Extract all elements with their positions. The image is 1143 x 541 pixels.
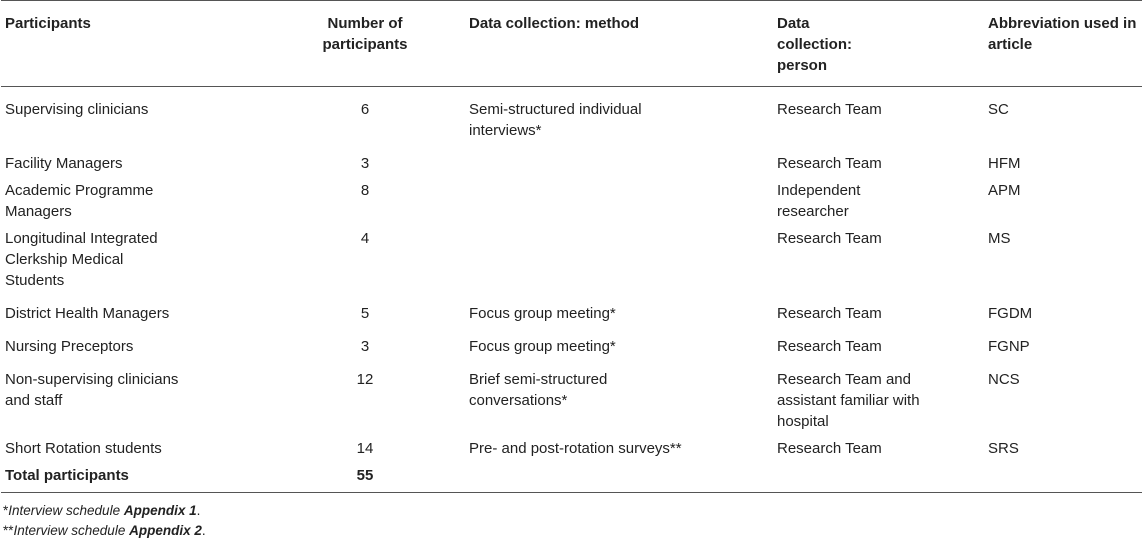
cell-number: 14	[356, 440, 374, 457]
header-method: Data collection: method	[469, 15, 640, 32]
footnotes	[3, 501, 1143, 541]
table-row	[1, 369, 1142, 438]
cell-person	[773, 369, 984, 438]
cell-text: Longitudinal Integrated Clerkship Medical Students	[5, 230, 158, 289]
header-row	[1, 1, 1142, 87]
cell-participants	[1, 228, 265, 303]
cell-method: Pre- and post-rotation surveys**	[469, 440, 682, 457]
cell-person	[773, 180, 984, 228]
table-row	[1, 303, 1142, 336]
cell-abbreviation: HFM	[988, 155, 1021, 172]
table-row	[1, 438, 1142, 465]
cell-text: Independent researcher	[777, 182, 861, 220]
cell-abbreviation: APM	[988, 182, 1021, 199]
table-row	[1, 336, 1142, 369]
cell-participants: Short Rotation students	[5, 440, 162, 457]
footnote-appendix: Appendix 1	[123, 503, 197, 518]
header-person	[773, 1, 984, 87]
table-body	[1, 87, 1142, 493]
cell-person: Research Team	[777, 101, 882, 118]
cell-abbreviation: SRS	[988, 440, 1019, 457]
header-number	[265, 1, 465, 87]
header-abbreviation	[984, 1, 1142, 87]
cell-abbreviation: SC	[988, 101, 1009, 118]
cell-method	[465, 153, 773, 180]
cell-participants	[1, 180, 265, 228]
cell-text: Supervising clinicians	[5, 101, 149, 118]
cell-abbreviation: FGNP	[988, 338, 1030, 355]
table-row	[1, 180, 1142, 228]
cell-person: Research Team	[777, 440, 882, 457]
cell-person: Research Team	[777, 155, 882, 172]
footnote-2	[3, 521, 1143, 541]
total-row	[1, 465, 1142, 493]
table-row	[1, 228, 1142, 303]
cell-participants: District Health Managers	[5, 305, 170, 322]
cell-text: Brief semi-structured conversations*	[469, 371, 608, 409]
footnote-mark: *	[3, 503, 9, 518]
footnote-text: Interview schedule	[13, 523, 130, 538]
cell-abbreviation: MS	[988, 230, 1011, 247]
total-empty	[984, 465, 1142, 493]
cell-participants: Facility Managers	[5, 155, 123, 172]
footnote-text: Interview schedule	[8, 503, 124, 518]
total-empty	[465, 465, 773, 493]
participants-table	[1, 0, 1142, 493]
cell-person: Research Team	[777, 230, 882, 247]
table-header	[1, 1, 1142, 87]
cell-method	[465, 87, 773, 154]
cell-method	[465, 369, 773, 438]
cell-text: Non-supervising clinicians and staff	[5, 371, 179, 409]
header-participants: Participants	[5, 15, 91, 32]
footnote-end: .	[196, 503, 201, 518]
cell-text: Research Team and assistant familiar with hospital	[777, 371, 920, 430]
header-person-text: Data collection: person	[777, 15, 853, 74]
table-row	[1, 87, 1142, 154]
cell-number: 3	[360, 338, 370, 355]
cell-number: 12	[356, 371, 374, 388]
cell-number: 4	[360, 230, 370, 247]
cell-method: Focus group meeting*	[469, 305, 616, 322]
cell-method	[465, 180, 773, 228]
cell-number: 3	[360, 155, 370, 172]
cell-text: Semi-structured individual interviews*	[469, 101, 642, 139]
footnote-end: .	[201, 523, 206, 538]
cell-abbreviation: NCS	[988, 371, 1020, 388]
cell-text: Academic Programme Managers	[5, 182, 154, 220]
footnote-appendix: Appendix 2	[129, 523, 202, 538]
total-label: Total participants	[5, 467, 129, 484]
cell-participants: Nursing Preceptors	[5, 338, 134, 355]
cell-method	[465, 228, 773, 303]
header-number-text: Number of participants	[322, 15, 408, 53]
cell-number: 6	[360, 101, 370, 118]
cell-number: 5	[360, 305, 370, 322]
cell-person: Research Team	[777, 338, 882, 355]
cell-method: Focus group meeting*	[469, 338, 616, 355]
cell-participants	[1, 87, 265, 154]
table-row	[1, 153, 1142, 180]
footnote-1	[3, 501, 1143, 521]
cell-number: 8	[360, 182, 370, 199]
cell-participants	[1, 369, 265, 438]
footnote-mark: **	[3, 523, 14, 538]
total-value: 55	[356, 467, 374, 484]
cell-abbreviation: FGDM	[988, 305, 1033, 322]
total-empty	[773, 465, 984, 493]
cell-person: Research Team	[777, 305, 882, 322]
header-abbreviation-text: Abbreviation used in article	[988, 15, 1137, 53]
